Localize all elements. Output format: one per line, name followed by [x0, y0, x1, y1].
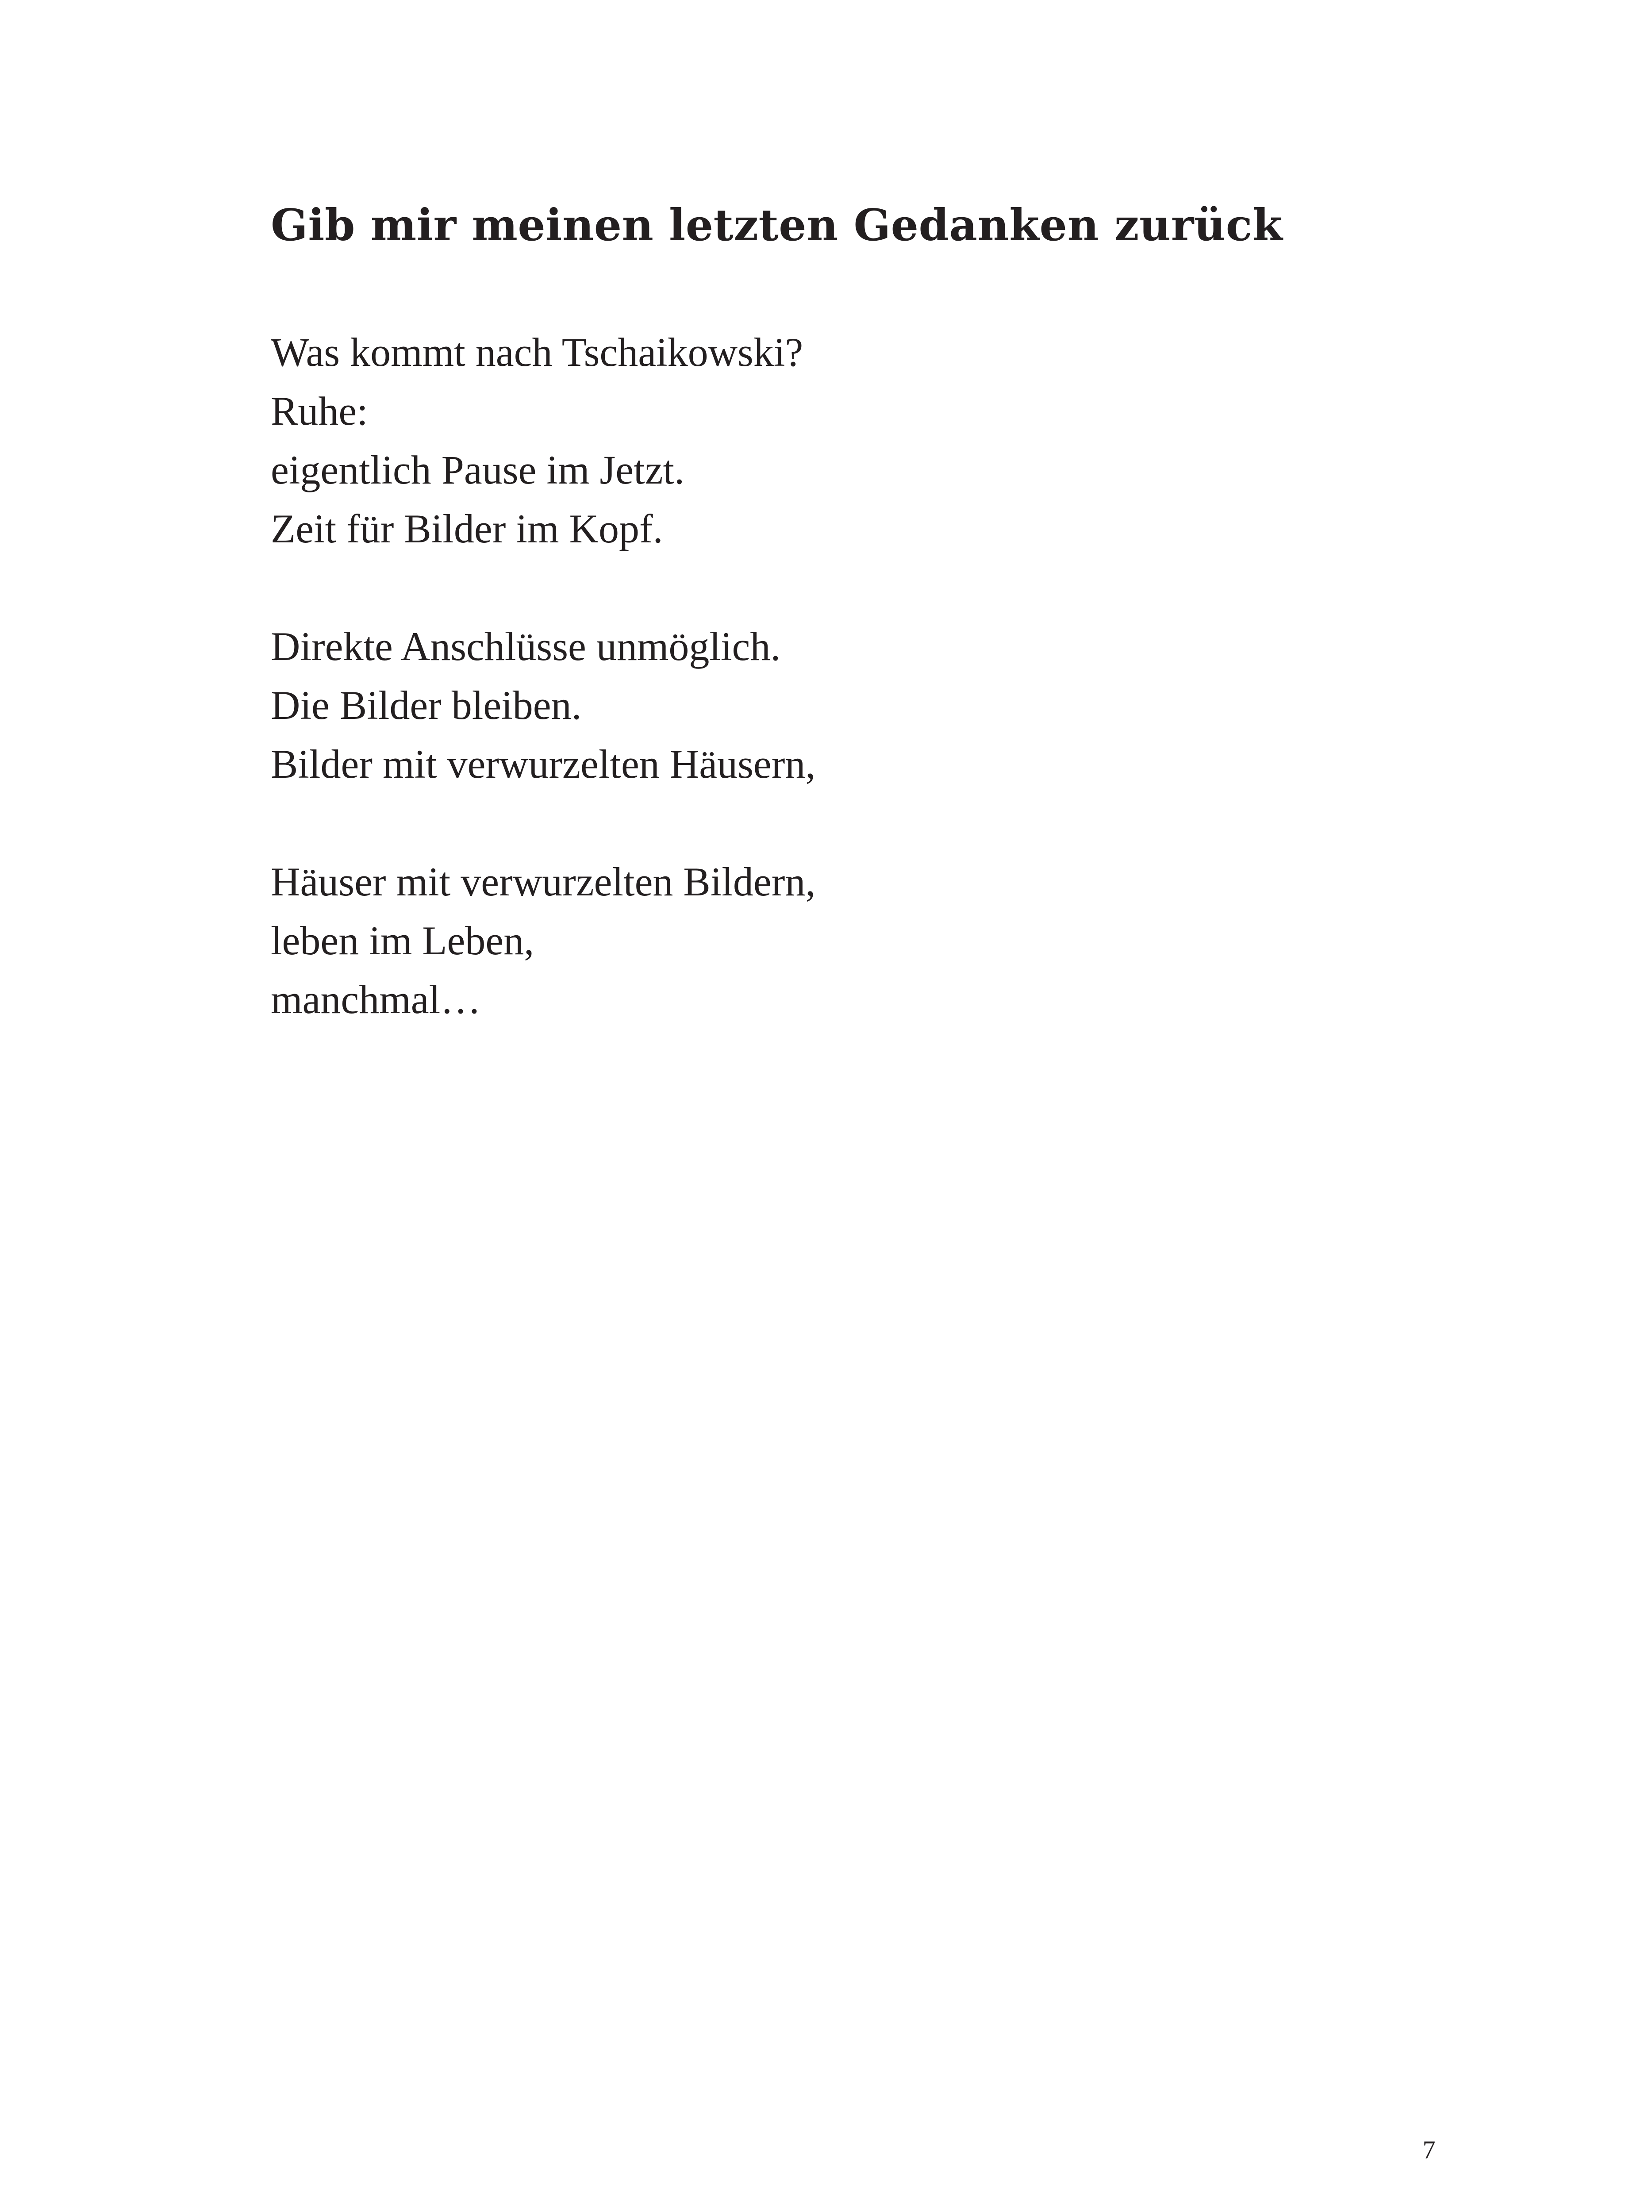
poem-line: leben im Leben,	[271, 918, 534, 963]
poem-line: manchmal…	[271, 977, 481, 1022]
poem-line: Bilder mit verwurzelten Häusern,	[271, 741, 816, 787]
page-number: 7	[1422, 2135, 1436, 2164]
stanza-1	[271, 323, 1510, 558]
poem-line: Was kommt nach Tschaikowski?	[271, 330, 803, 375]
poem-line: eigentlich Pause im Jetzt.	[271, 447, 685, 492]
poem-line: Zeit für Bilder im Kopf.	[271, 506, 663, 551]
stanza-2	[271, 617, 1510, 794]
poem-line: Ruhe:	[271, 388, 368, 434]
poem-line: Direkte Anschlüsse unmöglich.	[271, 624, 781, 669]
poem-body	[271, 323, 1510, 1088]
poem-title: Gib mir meinen letzten Gedanken zurück	[271, 200, 1283, 251]
poem-line: Die Bilder bleiben.	[271, 683, 582, 728]
poem-line: Häuser mit verwurzelten Bildern,	[271, 859, 816, 904]
stanza-3	[271, 853, 1510, 1029]
